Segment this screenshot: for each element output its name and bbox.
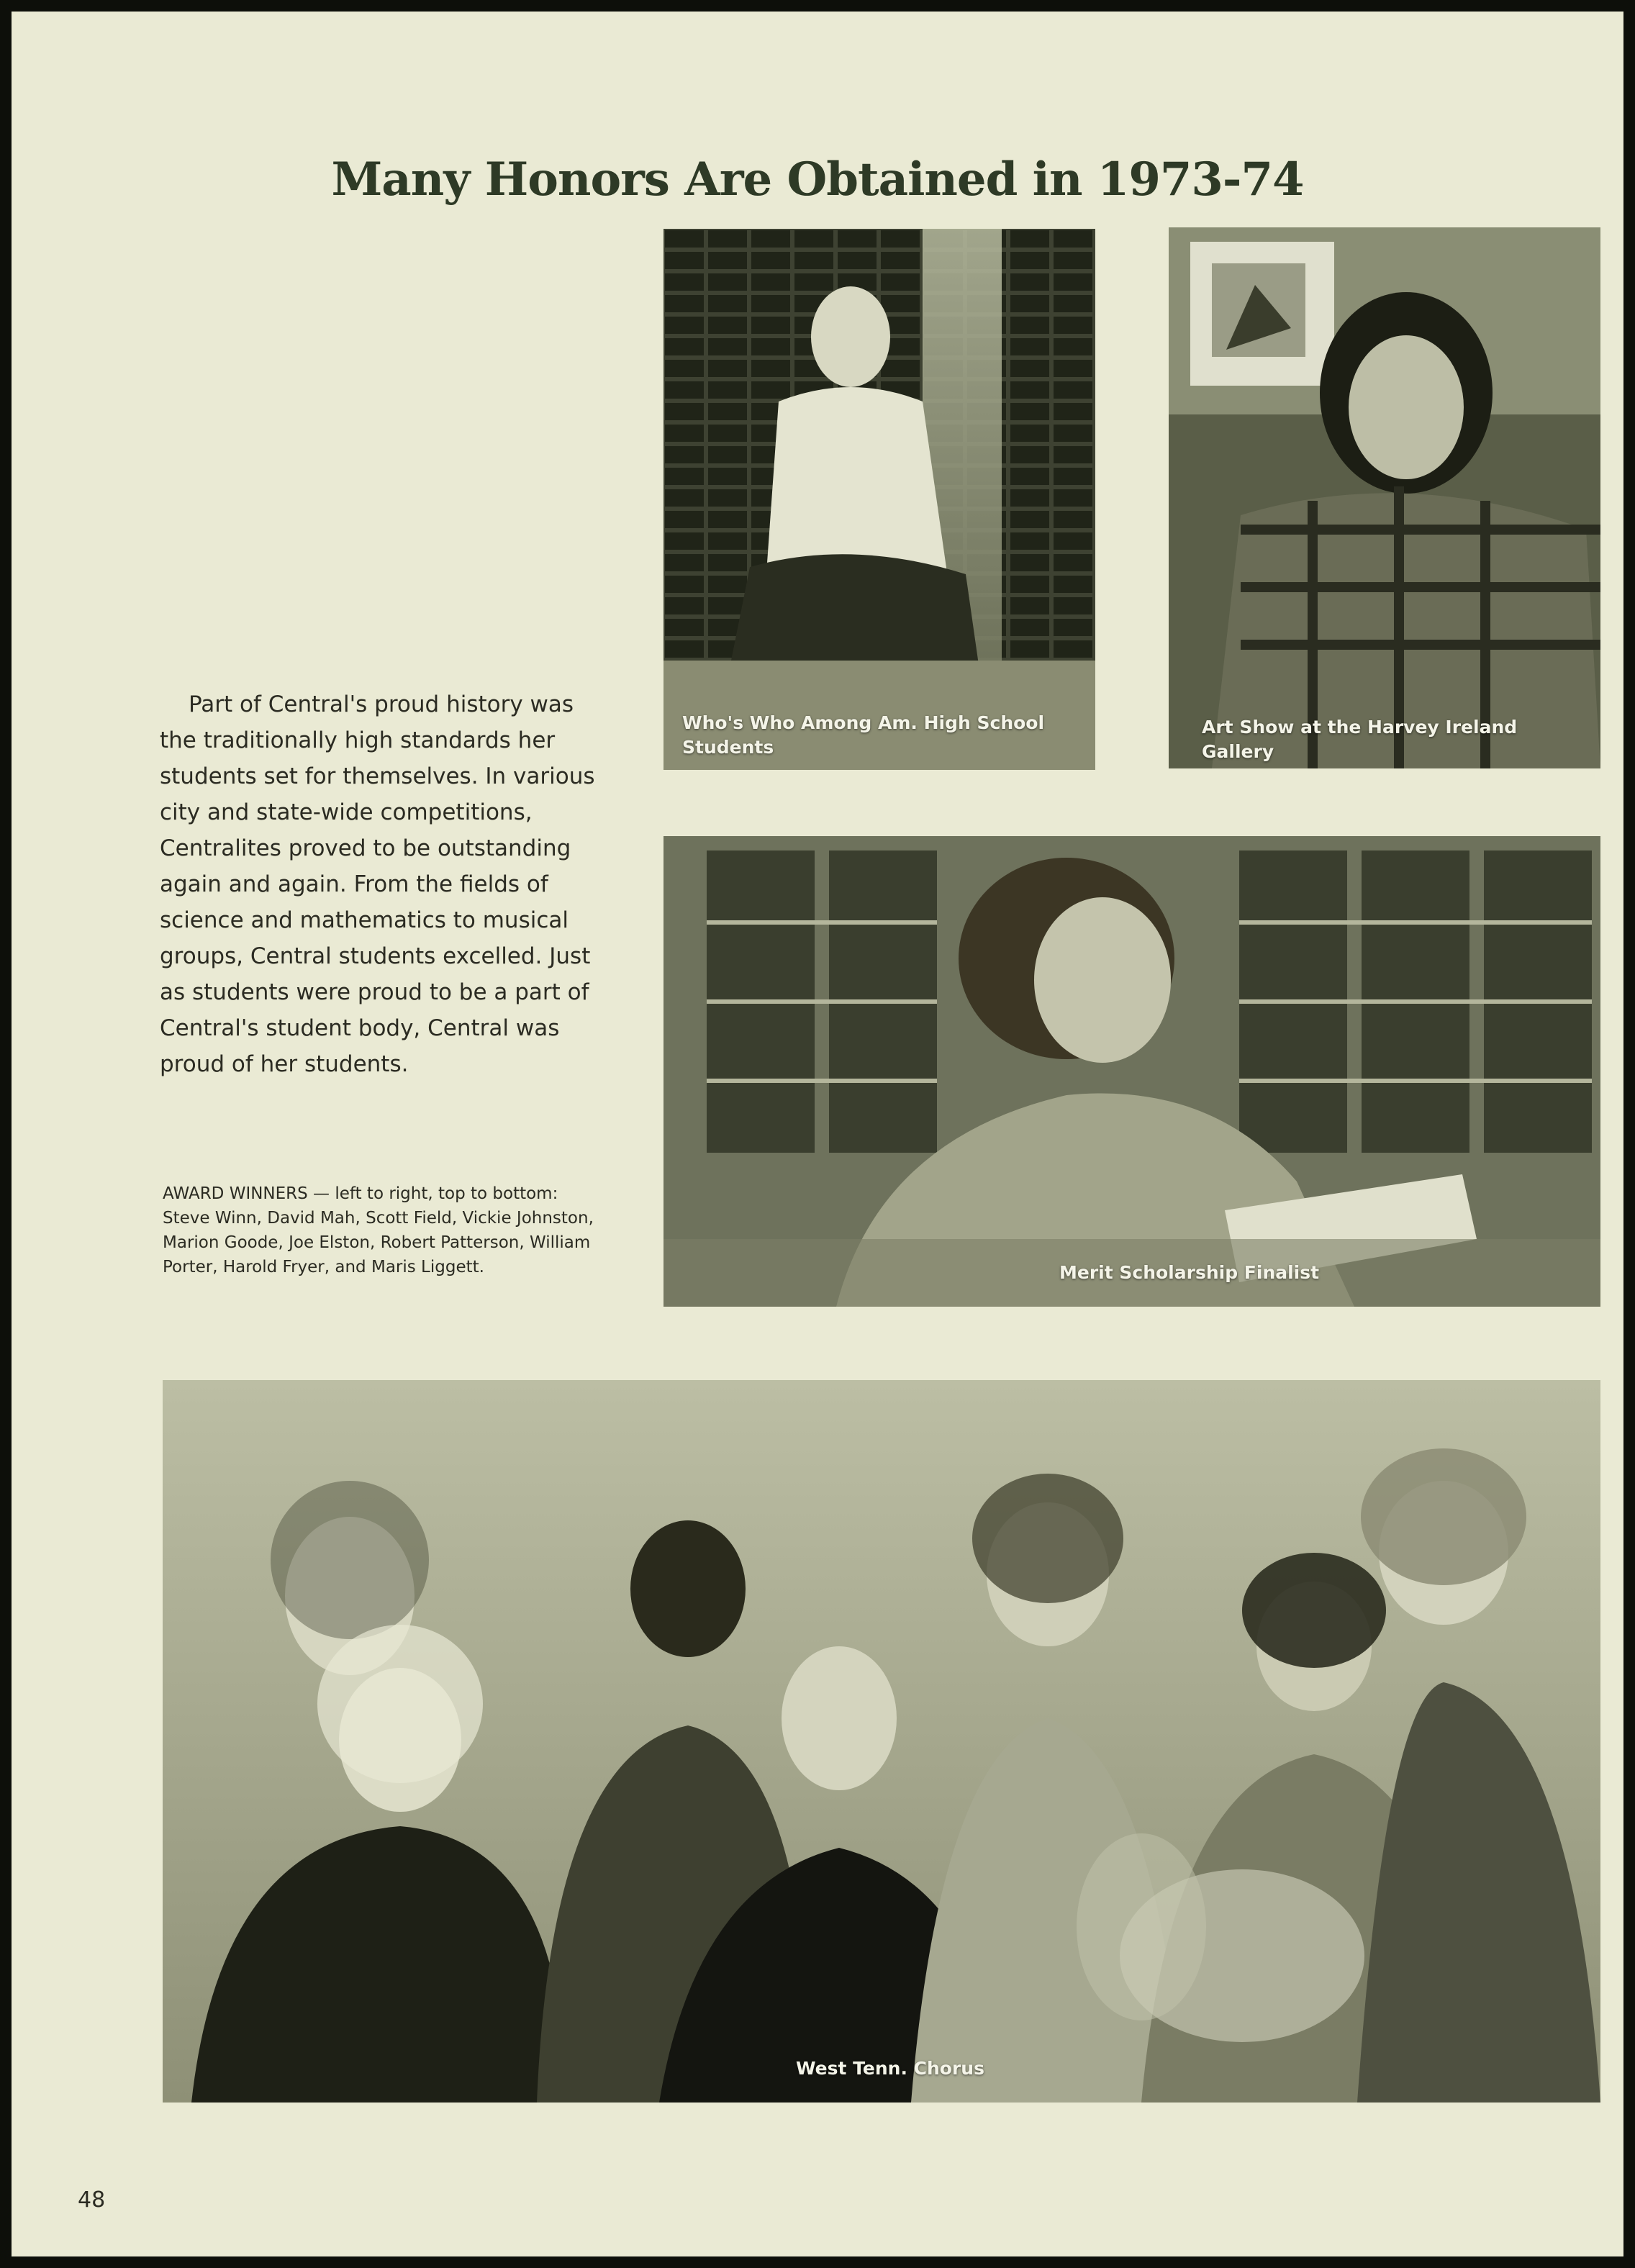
photo-whos-who-caption xyxy=(682,711,1085,760)
photo-merit-caption: Merit Scholarship Finalist xyxy=(1059,1262,1320,1283)
award-winners-caption: AWARD WINNERS — left to right, top to bottom: Steve Winn, David Mah, Scott Field, Vickie Johnston, Marion Goode, Joe Elston, Robert Patterson, William Porter, Harold Fryer, and Maris Liggett. xyxy=(163,1184,594,1276)
caption-line-1: Who's Who Among Am. High School xyxy=(682,712,1045,733)
photo-art-show xyxy=(1169,227,1600,768)
body-text: Part of Central's proud history was the traditionally high standards her students set for themselves. In various city and state-wide competitions, Centralites proved to be outstanding again and again. From the fields of science and mathematics to musical groups, Central students excelled. Just as students were proud to be a part of Central's student body, Central was proud of her students. xyxy=(160,691,595,1077)
photo-chorus-image xyxy=(163,1380,1600,2103)
photo-art-show-image xyxy=(1169,227,1600,768)
photo-merit xyxy=(663,836,1600,1307)
photo-merit-image xyxy=(663,836,1600,1307)
photo-whos-who-image xyxy=(663,229,1095,770)
photo-whos-who xyxy=(663,229,1095,770)
caption-line-2: Students xyxy=(682,737,774,758)
page-title: Many Honors Are Obtained in 1973-74 xyxy=(331,153,1304,207)
photo-chorus-caption: West Tenn. Chorus xyxy=(796,2058,984,2079)
yearbook-page xyxy=(12,12,1623,2256)
photo-chorus xyxy=(163,1380,1600,2103)
photo-art-show-caption: Art Show at the Harvey Ireland Gallery xyxy=(1202,717,1518,762)
page-number: 48 xyxy=(78,2187,106,2213)
